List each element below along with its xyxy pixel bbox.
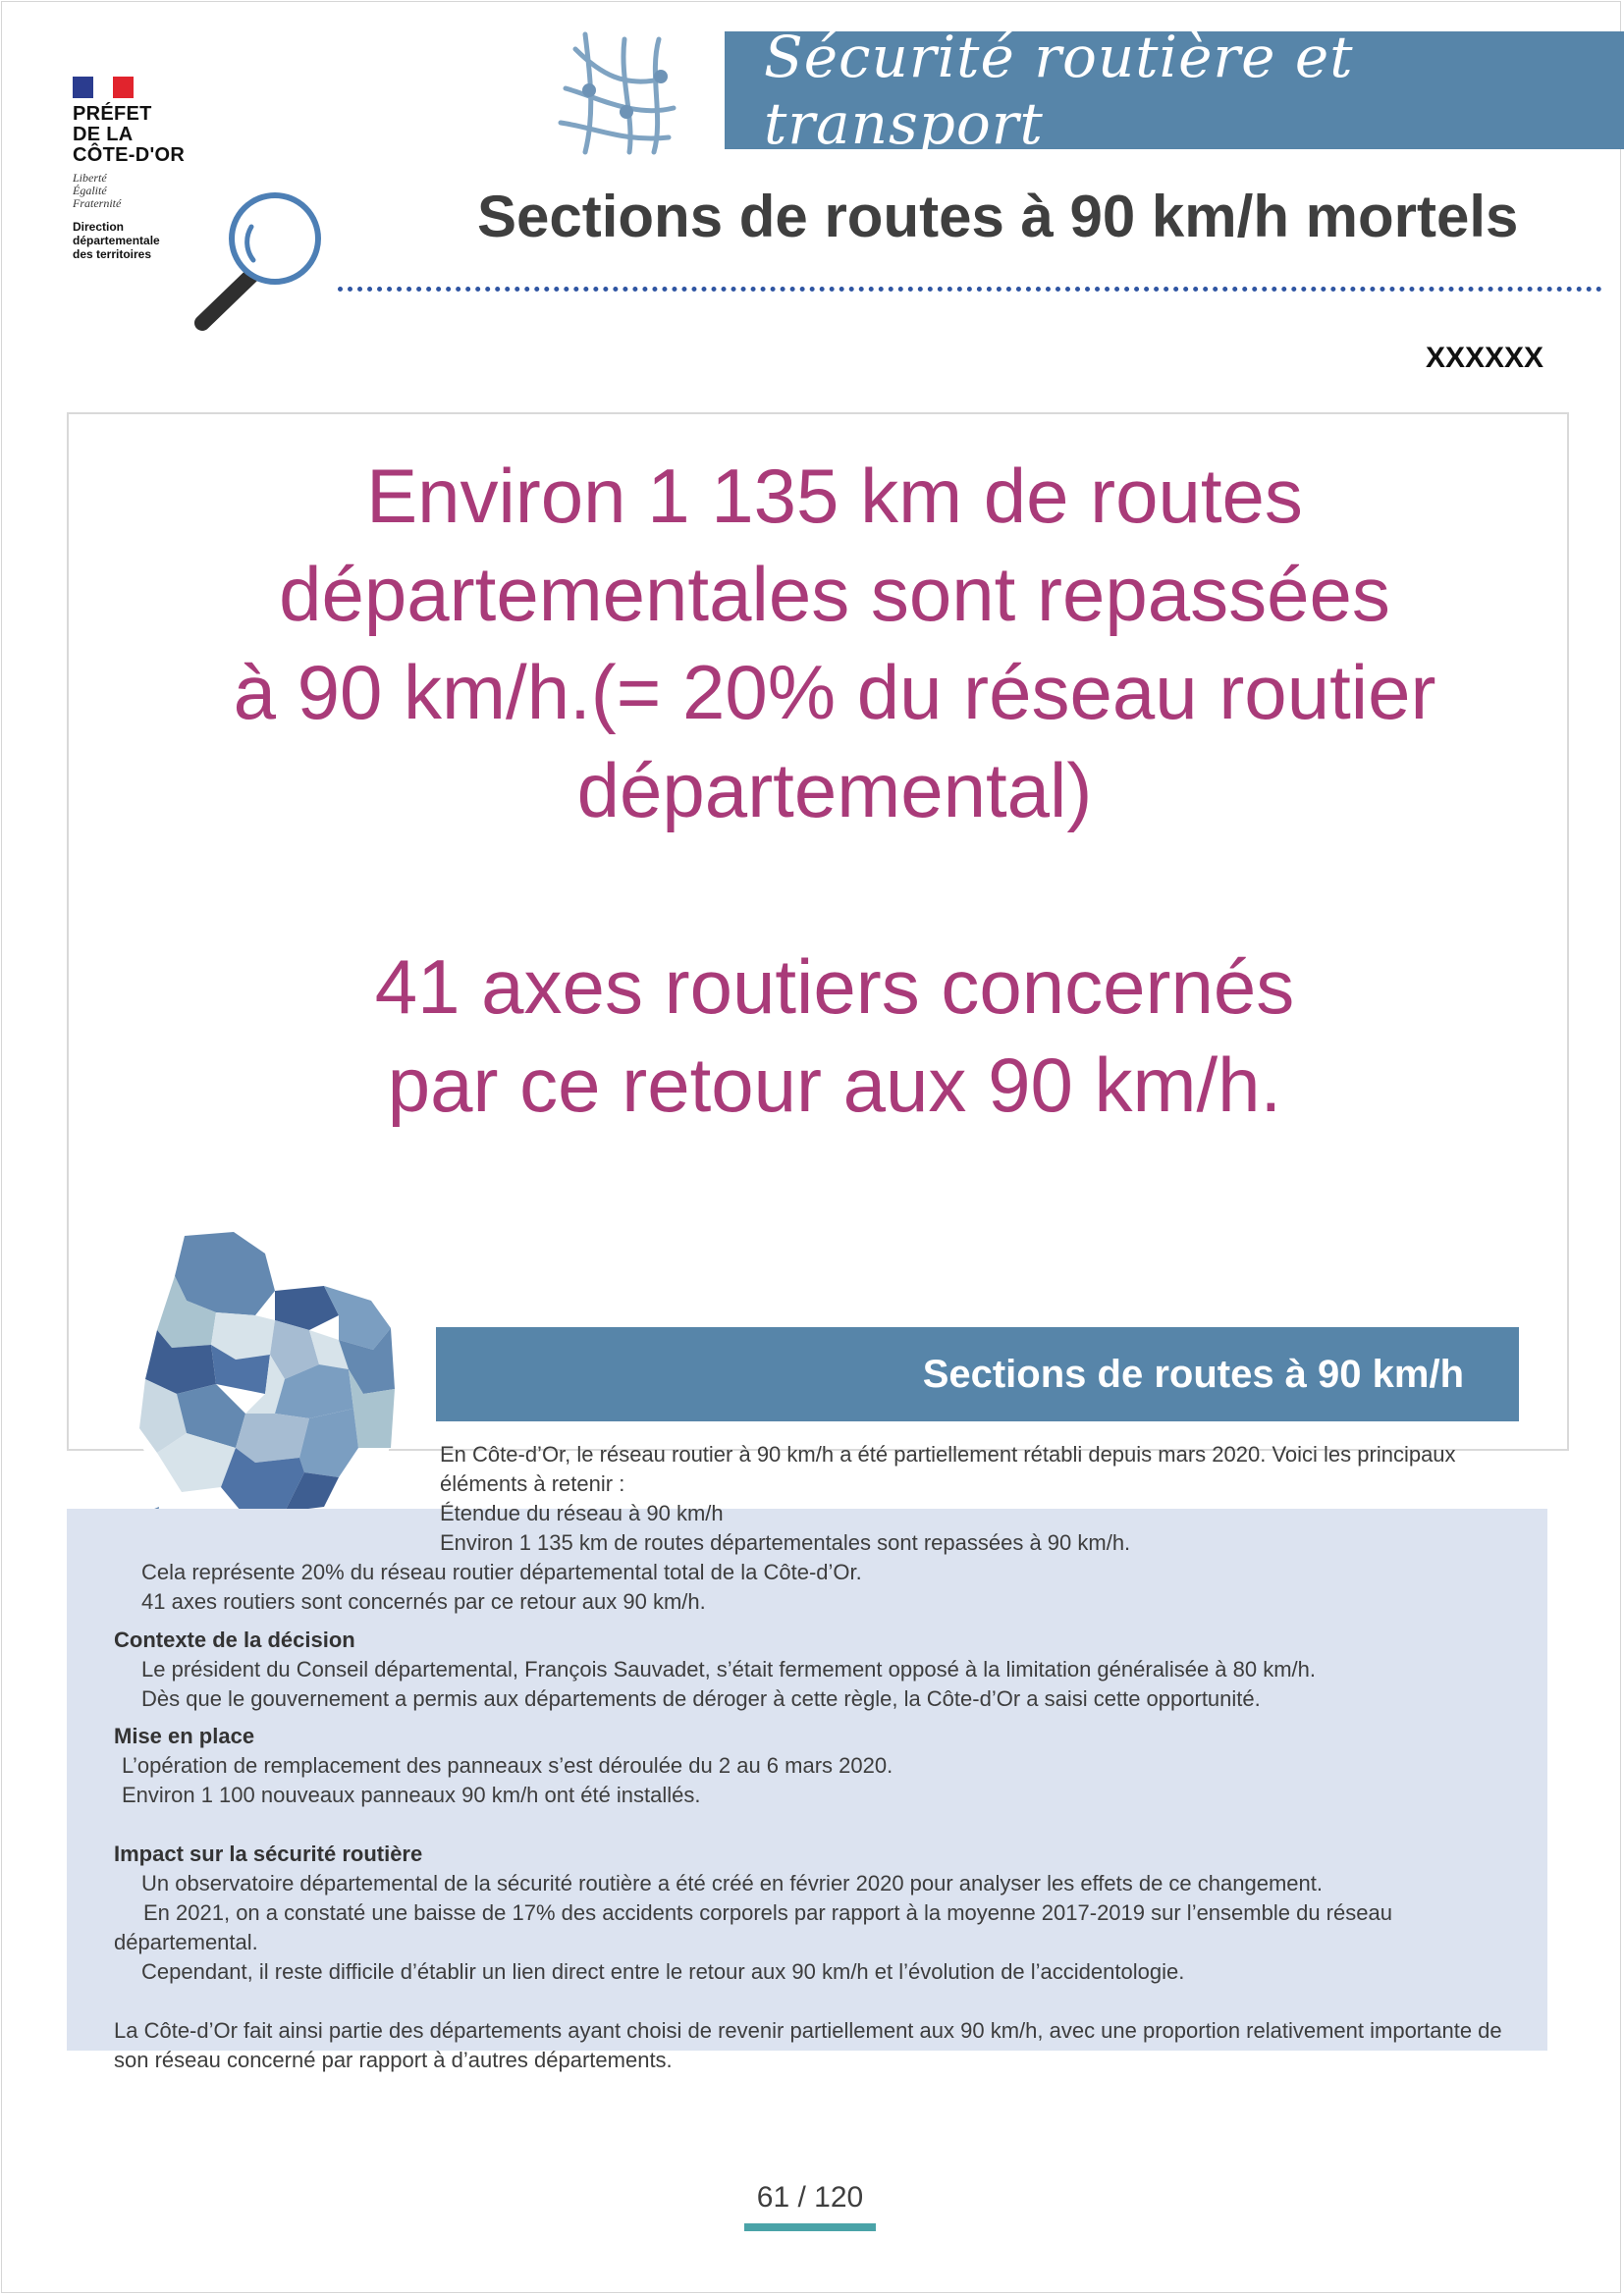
direction-line-2: départementale [73,234,160,247]
reference-code: XXXXXX [1425,342,1543,374]
page-number: 61 / 120 [756,2181,864,2214]
direction-line-1: Direction [73,220,125,234]
extent-heading: Étendue du réseau à 90 km/h [440,1501,724,1525]
logo-line-2: DE LA [73,124,134,145]
road-network-icon [556,29,683,157]
logo-line-3: CÔTE-D'OR [73,144,186,166]
headline-line-3: à 90 km/h.(= 20% du réseau routier [233,649,1436,735]
headline-line-4: départemental) [576,747,1093,833]
department-map-icon [128,1222,412,1556]
motto-fraternite: Fraternité [73,196,122,210]
section-title-bar [436,1327,1519,1421]
headline-line-1: Environ 1 135 km de routes [366,453,1303,539]
impact-item-1: Un observatoire départemental de la sécurité routière a été créé en février 2020 pour analyser les effets de ce changement. [141,1871,1323,1896]
banner-title: Sécurité routière et transport [764,24,1354,157]
headline-text [118,447,1551,1134]
extent-item-2: Cela représente 20% du réseau routier départemental total de la Côte-d’Or. [141,1560,862,1584]
title-divider [338,287,1602,292]
conclusion-text: La Côte-d’Or fait ainsi partie des départements ayant choisi de revenir partiellement aux 90 km/h, avec une proportion relativement importante de son réseau concerné par rapport à d’autres départements. [114,2018,1502,2072]
logo-line-1: PRÉFET [73,103,152,125]
header-banner [725,24,1624,157]
motto-egalite: Égalité [73,184,107,197]
page-title: Sections de routes à 90 km/h mortels [477,184,1519,249]
impact-item-3: Cependant, il reste difficile d’établir un lien direct entre le retour aux 90 km/h et l’évolution de l’accidentologie. [141,1959,1185,1984]
context-item-1: Le président du Conseil départemental, François Sauvadet, s’était fermement opposé à la limitation généralisée à 80 km/h. [141,1657,1317,1682]
page-number-underline [744,2223,876,2231]
motto-liberte: Liberté [73,171,107,185]
extent-item-1: Environ 1 135 km de routes départementales sont repassées à 90 km/h. [440,1530,1131,1555]
headline-line-6: par ce retour aux 90 km/h. [387,1041,1282,1128]
extent-item-3: 41 axes routiers sont concernés par ce retour aux 90 km/h. [141,1589,706,1614]
setup-item-2: Environ 1 100 nouveaux panneaux 90 km/h ont été installés. [122,1783,701,1807]
setup-item-1: L’opération de remplacement des panneaux s’est déroulée du 2 au 6 mars 2020. [122,1753,893,1778]
section-title: Sections de routes à 90 km/h [922,1352,1464,1396]
direction-line-3: des territoires [73,247,152,261]
context-heading: Contexte de la décision [114,1628,355,1652]
impact-heading: Impact sur la sécurité routière [114,1842,423,1866]
headline-line-5: 41 axes routiers concernés [374,943,1295,1030]
impact-item-2: En 2021, on a constaté une baisse de 17% des accidents corporels par rapport à la moyenne 2017-2019 sur l’ensemble du réseau départemental. [114,1900,1392,1954]
french-flag-icon [73,77,134,98]
section-intro: En Côte-d’Or, le réseau routier à 90 km/h a été partiellement rétabli depuis mars 2020. Voici les principaux éléments à retenir : [440,1442,1456,1496]
setup-heading: Mise en place [114,1724,255,1748]
magnifier-icon [189,191,338,335]
headline-line-2: départementales sont repassées [279,551,1390,637]
context-item-2: Dès que le gouvernement a permis aux départements de déroger à cette règle, la Côte-d’Or a saisi cette opportunité. [141,1686,1261,1711]
